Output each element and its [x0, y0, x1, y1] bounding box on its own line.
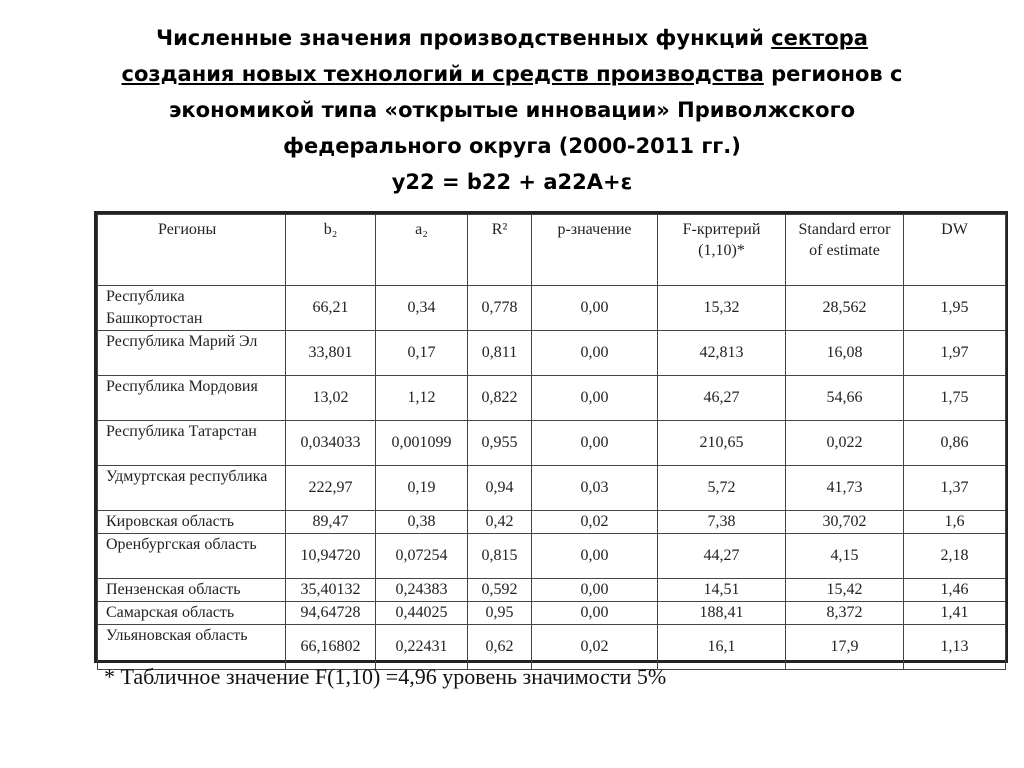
table-row — [98, 602, 1006, 625]
cell-r2: 0,94 — [468, 466, 532, 511]
header-b2: b₂ — [286, 215, 376, 286]
cell-a2: 0,34 — [376, 286, 468, 331]
cell-b2: 33,801 — [286, 331, 376, 376]
cell-se: 0,022 — [786, 421, 904, 466]
cell-region: Самарская область — [98, 602, 286, 625]
cell-region: Ульяновская область — [98, 625, 286, 670]
header-a2: a₂ — [376, 215, 468, 286]
cell-f: 42,813 — [658, 331, 786, 376]
cell-se: 17,9 — [786, 625, 904, 670]
cell-a2: 0,22431 — [376, 625, 468, 670]
title-line-1: Численные значения производственных функций сектора — [156, 26, 868, 50]
cell-dw: 1,37 — [904, 466, 1006, 511]
cell-region: Республика Татарстан — [98, 421, 286, 466]
cell-p: 0,00 — [532, 331, 658, 376]
header-dw: DW — [904, 215, 1006, 286]
cell-b2: 0,034033 — [286, 421, 376, 466]
cell-p: 0,03 — [532, 466, 658, 511]
cell-se: 30,702 — [786, 511, 904, 534]
table-row — [98, 534, 1006, 579]
cell-a2: 0,44025 — [376, 602, 468, 625]
cell-dw: 1,75 — [904, 376, 1006, 421]
cell-region: Республика Марий Эл — [98, 331, 286, 376]
table-row — [98, 286, 1006, 331]
cell-region: Пензенская область — [98, 579, 286, 602]
cell-region: Кировская область — [98, 511, 286, 534]
cell-r2: 0,778 — [468, 286, 532, 331]
cell-r2: 0,42 — [468, 511, 532, 534]
results-table-container — [94, 211, 1008, 663]
cell-r2: 0,815 — [468, 534, 532, 579]
cell-f: 5,72 — [658, 466, 786, 511]
cell-se: 41,73 — [786, 466, 904, 511]
cell-f: 15,32 — [658, 286, 786, 331]
cell-r2: 0,955 — [468, 421, 532, 466]
cell-p: 0,00 — [532, 534, 658, 579]
table-row — [98, 421, 1006, 466]
table-header-row — [98, 215, 1006, 286]
table-row — [98, 511, 1006, 534]
cell-a2: 0,24383 — [376, 579, 468, 602]
cell-p: 0,00 — [532, 602, 658, 625]
cell-dw: 1,97 — [904, 331, 1006, 376]
table-row — [98, 625, 1006, 670]
table-body — [98, 286, 1006, 670]
cell-p: 0,00 — [532, 579, 658, 602]
cell-p: 0,00 — [532, 376, 658, 421]
cell-se: 15,42 — [786, 579, 904, 602]
cell-b2: 10,94720 — [286, 534, 376, 579]
cell-region: Удмуртская республика — [98, 466, 286, 511]
cell-dw: 1,13 — [904, 625, 1006, 670]
cell-b2: 66,21 — [286, 286, 376, 331]
cell-se: 28,562 — [786, 286, 904, 331]
cell-dw: 1,6 — [904, 511, 1006, 534]
cell-f: 46,27 — [658, 376, 786, 421]
cell-region: Республика Мордовия — [98, 376, 286, 421]
cell-r2: 0,822 — [468, 376, 532, 421]
page-title — [60, 20, 964, 200]
cell-b2: 66,16802 — [286, 625, 376, 670]
cell-r2: 0,811 — [468, 331, 532, 376]
cell-b2: 222,97 — [286, 466, 376, 511]
cell-r2: 0,95 — [468, 602, 532, 625]
cell-a2: 0,07254 — [376, 534, 468, 579]
footnote: * Табличное значение F(1,10) =4,96 уровень значимости 5% — [104, 664, 667, 689]
cell-region: Оренбургская область — [98, 534, 286, 579]
header-f-criterion: F-критерий (1,10)* — [658, 215, 786, 286]
cell-a2: 1,12 — [376, 376, 468, 421]
cell-a2: 0,19 — [376, 466, 468, 511]
cell-f: 7,38 — [658, 511, 786, 534]
cell-b2: 94,64728 — [286, 602, 376, 625]
header-standard-error: Standard error of estimate — [786, 215, 904, 286]
cell-f: 44,27 — [658, 534, 786, 579]
cell-b2: 13,02 — [286, 376, 376, 421]
cell-f: 14,51 — [658, 579, 786, 602]
header-region: Регионы — [98, 215, 286, 286]
cell-b2: 89,47 — [286, 511, 376, 534]
cell-f: 210,65 — [658, 421, 786, 466]
cell-dw: 1,95 — [904, 286, 1006, 331]
results-table — [97, 214, 1006, 670]
cell-a2: 0,001099 — [376, 421, 468, 466]
cell-se: 4,15 — [786, 534, 904, 579]
cell-dw: 2,18 — [904, 534, 1006, 579]
cell-p: 0,00 — [532, 421, 658, 466]
cell-p: 0,00 — [532, 286, 658, 331]
table-row — [98, 331, 1006, 376]
title-line-3: экономикой типа «открытые инновации» Приволжского — [168, 98, 856, 122]
table-row — [98, 466, 1006, 511]
cell-p: 0,02 — [532, 511, 658, 534]
cell-se: 16,08 — [786, 331, 904, 376]
cell-r2: 0,62 — [468, 625, 532, 670]
cell-p: 0,02 — [532, 625, 658, 670]
header-p-value: p-значение — [532, 215, 658, 286]
cell-dw: 0,86 — [904, 421, 1006, 466]
cell-se: 8,372 — [786, 602, 904, 625]
cell-a2: 0,17 — [376, 331, 468, 376]
title-formula: y22 = b22 + a22A+ε — [391, 170, 633, 194]
cell-region: Республика Башкортостан — [98, 286, 286, 331]
cell-f: 16,1 — [658, 625, 786, 670]
cell-se: 54,66 — [786, 376, 904, 421]
cell-dw: 1,46 — [904, 579, 1006, 602]
cell-b2: 35,40132 — [286, 579, 376, 602]
cell-a2: 0,38 — [376, 511, 468, 534]
cell-r2: 0,592 — [468, 579, 532, 602]
title-line-2: создания новых технологий и средств производства регионов с — [121, 62, 903, 86]
cell-f: 188,41 — [658, 602, 786, 625]
table-row — [98, 579, 1006, 602]
title-line-4: федерального округа (2000-2011 гг.) — [283, 134, 741, 158]
header-r2: R² — [468, 215, 532, 286]
cell-dw: 1,41 — [904, 602, 1006, 625]
table-row — [98, 376, 1006, 421]
